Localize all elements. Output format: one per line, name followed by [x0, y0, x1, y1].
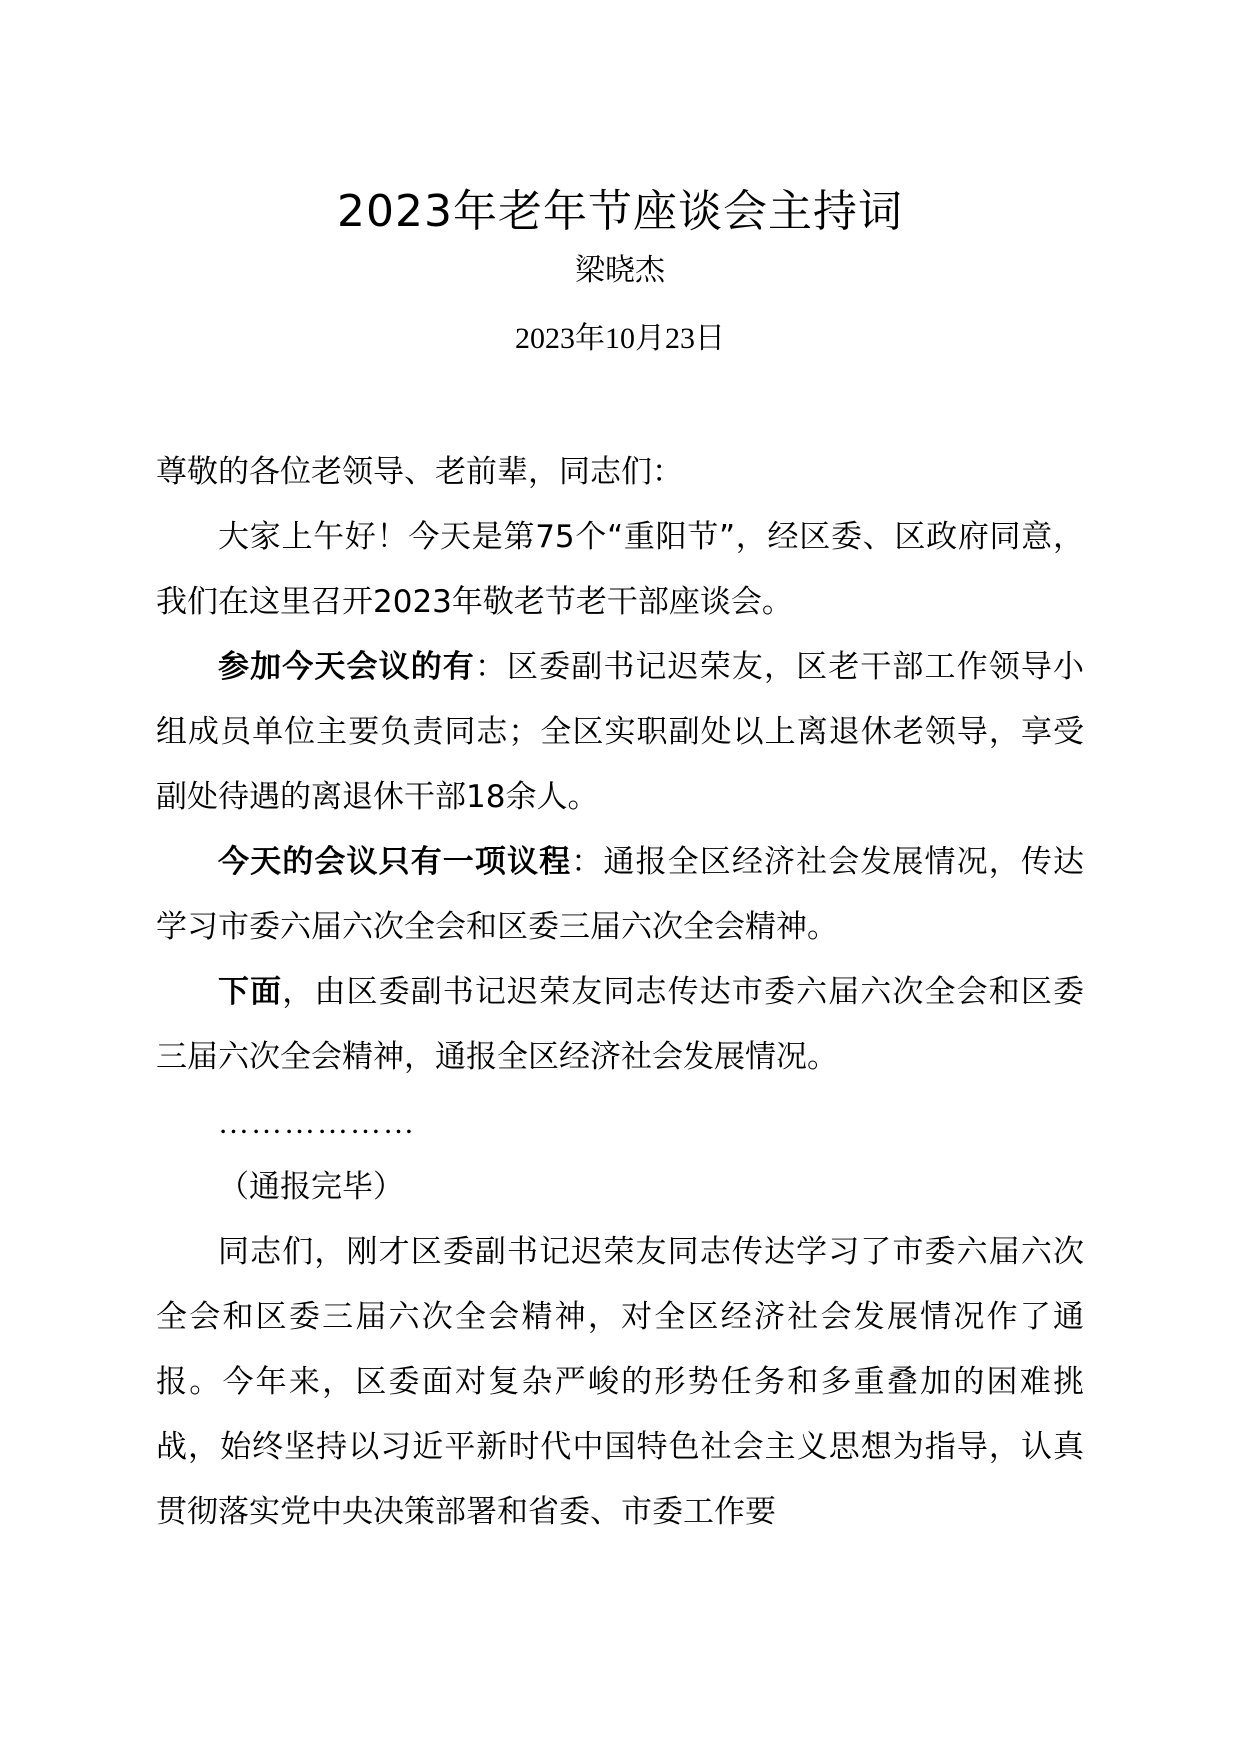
greeting-paragraph: 大家上午好！今天是第75个“重阳节”，经区委、区政府同意，我们在这里召开2023年敬老节老干部座谈会。 — [156, 519, 1084, 620]
ellipsis-paragraph: ……………… — [218, 1105, 416, 1140]
attendees-paragraph — [156, 635, 1084, 830]
document-date: 2023年10月23日 — [515, 322, 725, 355]
report-done-paragraph: （通报完毕） — [218, 1169, 404, 1205]
next-text: ，由区委副书记迟荣友同志传达市委六届六次全会和区委三届六次全会精神，通报全区经济社会发展情况。 — [156, 974, 1085, 1075]
document-body — [156, 440, 1084, 1545]
agenda-lead: 今天的会议只有一项议程 — [218, 844, 572, 880]
salutation-paragraph: 尊敬的各位老领导、老前辈，同志们： — [156, 454, 683, 490]
attendees-text: ：区委副书记迟荣友，区老干部工作领导小组成员单位主要负责同志；全区实职副处以上离退休老领导，享受副处待遇的离退休干部18余人。 — [156, 649, 1085, 815]
document-title: 2023年老年节座谈会主持词 — [337, 186, 903, 237]
attendees-lead: 参加今天会议的有 — [218, 649, 475, 685]
next-lead: 下面 — [218, 974, 283, 1010]
document-author: 梁晓杰 — [575, 253, 665, 288]
summary-paragraph: 同志们，刚才区委副书记迟荣友同志传达学习了市委六届六次全会和区委三届六次全会精神，对全区经济社会发展情况作了通报。今年来，区委面对复杂严峻的形势任务和多重叠加的困难挑战，始终坚持以习近平新时代中国特色社会主义思想为指导，认真贯彻落实党中央决策部署和省委、市委工作要 — [156, 1234, 1084, 1530]
agenda-text: ：通报全区经济社会发展情况，传达学习市委六届六次全会和区委三届六次全会精神。 — [156, 844, 1085, 945]
next-paragraph — [156, 960, 1084, 1090]
agenda-paragraph — [156, 830, 1084, 960]
